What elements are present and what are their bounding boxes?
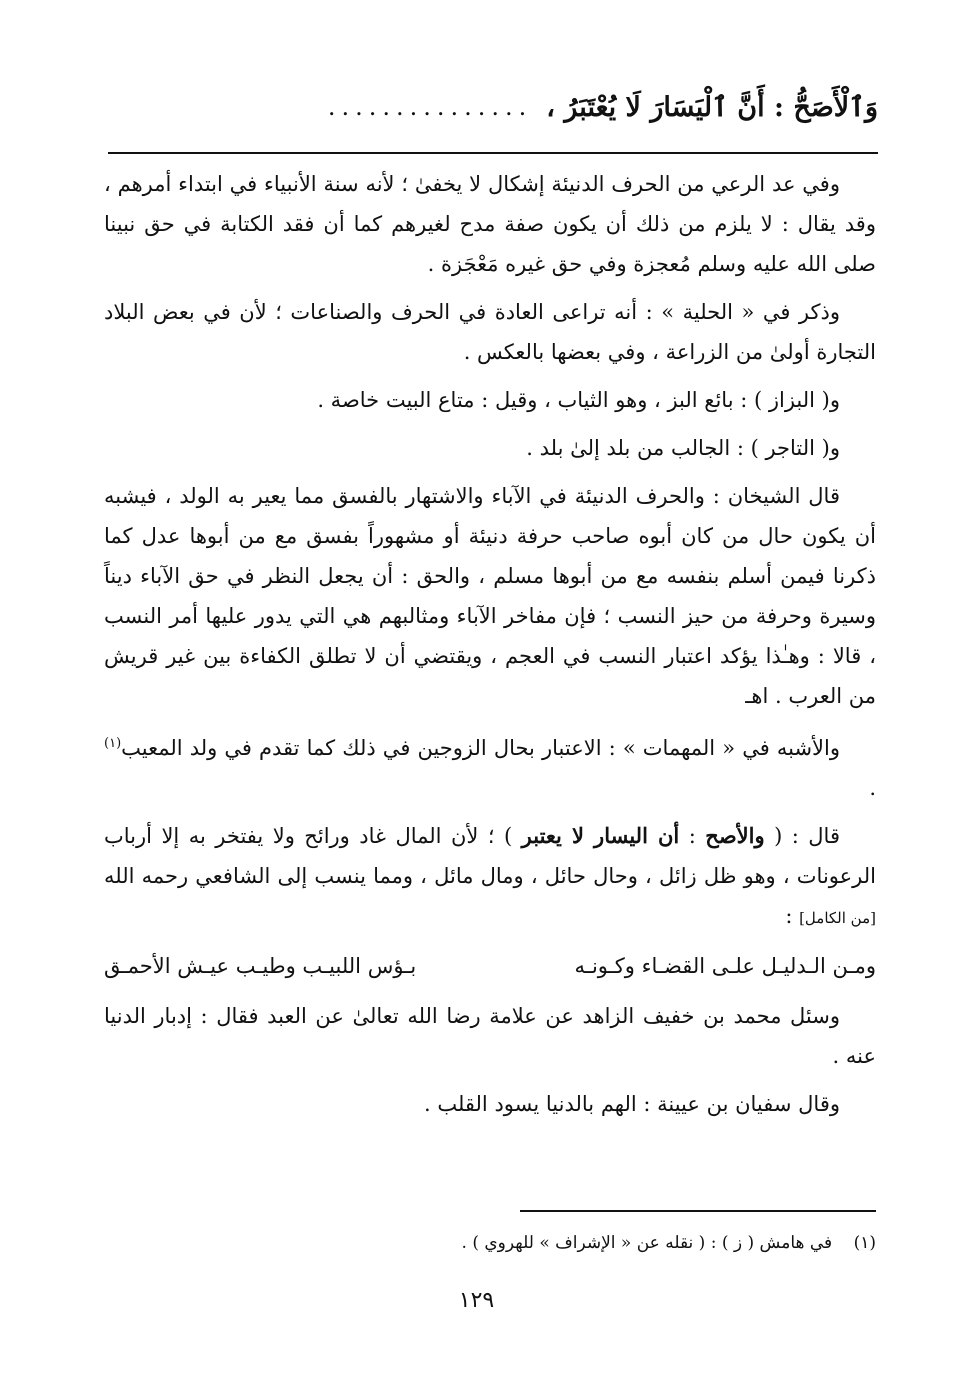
matn-bold-1: والأصح <box>705 823 765 848</box>
header-leader-dots: ............... <box>327 93 533 121</box>
paragraph-6-text: والأشبه في « المهمات » : الاعتبار بحال الزوجين في ذلك كما تقدم في ولد المعيب <box>121 736 840 760</box>
paragraph-4: و( التاجر ) : الجالب من بلد إلىٰ بلد . <box>526 436 840 460</box>
header-title: وَٱلْأَصَحُّ : أَنَّ ٱلْيَسَارَ لَا يُعْتَبَرُ ، <box>546 91 878 123</box>
footnote-text: في هامش ( ز ) : ( نقله عن « الإشراف » للهروي ) . <box>461 1233 833 1253</box>
verse-first-hemistich: ومـن الـدليـل علـى القضـاء وكـونـه <box>574 954 876 978</box>
paragraph-9: وقال سفيان بن عيينة : الهم بالدنيا يسود القلب . <box>423 1092 840 1116</box>
p7-colon: : <box>679 824 706 848</box>
footnote-divider <box>520 1210 876 1212</box>
poetic-meter: [من الكامل] <box>799 909 876 927</box>
p7-end: : <box>785 904 800 928</box>
paragraph-6 <box>104 724 876 808</box>
page-number: ١٢٩ <box>458 1288 495 1313</box>
paragraph-1: وفي عد الرعي من الحرف الدنيئة إشكال لا يخفىٰ ؛ لأنه سنة الأنبياء في ابتداء أمرهم ، وقد يقال : لا يلزم من ذلك أن يكون صفة مدح لغيرهم كما أن فقد الكتابة في حق نبينا صلى الله عليه وسلم مُعجزة وفي حق غيره مَعْجَزة . <box>104 172 876 276</box>
verse-second-hemistich: بـؤس اللبيـب وطيـب عيـش الأحمـق <box>104 954 417 978</box>
footnote <box>104 1228 876 1258</box>
running-header <box>108 84 878 130</box>
paragraph-8: وسئل محمد بن خفيف الزاهد عن علامة رضا الله تعالىٰ عن العبد فقال : إدبار الدنيا عنه . <box>104 1004 876 1068</box>
main-text <box>104 164 876 1132</box>
paragraph-6-end: . <box>869 776 876 800</box>
paragraph-5: قال الشيخان : والحرف الدنيئة في الآباء والاشتهار بالفسق مما يعير به الولد ، فيشبه أن يكون حال من كان أبوه صاحب حرفة دنيئة أو مشهوراً بفسق مع من أبوها عدل كما ذكرنا فيمن أسلم بنفسه مع من أبوها مسلم ، والحق : أن يجعل النظر في حق الآباء ديناً وسيرة وحرفة من حيز النسب ؛ فإن مفاخر الآباء ومثالبهم هي التي يدور عليها أمر النسب ، قالا : وهـٰذا يؤكد اعتبار النسب في العجم ، ويقتضي أن لا تطلق الكفاءة بين غير قريش من العرب . اهـ <box>104 484 876 708</box>
paragraph-3: و( البزاز ) : بائع البز ، وهو الثياب ، وقيل : متاع البيت خاصة . <box>317 388 840 412</box>
header-divider <box>108 152 878 154</box>
paragraph-7 <box>104 816 876 938</box>
footnote-reference[interactable]: (١) <box>104 736 122 751</box>
matn-bold-2: أن اليسار لا يعتبر <box>521 823 680 848</box>
p7-open: قال : ( <box>764 824 840 848</box>
paragraph-2: وذكر في « الحلية » : أنه تراعى العادة في الحرف والصناعات ؛ لأن في بعض البلاد التجارة أولىٰ من الزراعة ، وفي بعضها بالعكس . <box>104 300 876 364</box>
p7-commentary: ) ؛ لأن المال غاد ورائح ولا يفتخر به إلا أرباب الرعونات ، وهو ظل زائل ، وحال حائل ، ومال مائل ، ومما ينسب إلى الشافعي رحمه الله <box>104 824 876 888</box>
footnote-number: (١) <box>853 1233 876 1253</box>
poem-verse <box>104 946 876 986</box>
